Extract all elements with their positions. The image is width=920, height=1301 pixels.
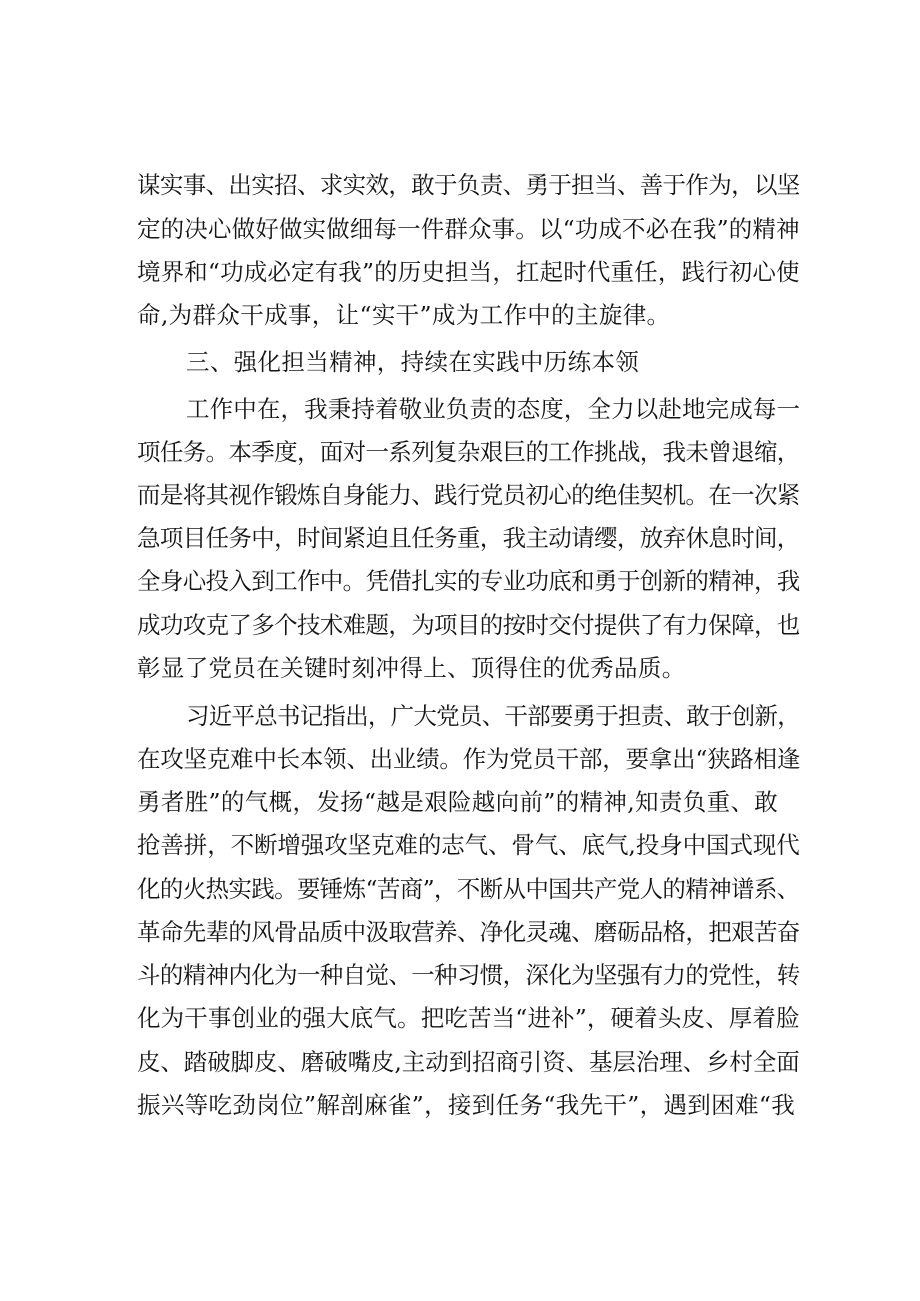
- paragraph-line: 皮、踏破脚皮、磨破嘴皮,主动到招商引资、基层治理、乡村全面: [137, 1048, 800, 1076]
- paragraph-line: 彰显了党员在关键时刻冲得上、顶得住的优秀品质。: [137, 654, 686, 682]
- paragraph-line: 而是将其视作锻炼自身能力、践行党员初心的绝佳契机。在一次紧: [137, 481, 800, 509]
- paragraph-line: 革命先辈的风骨品质中汲取营养、净化灵魂、磨砺品格，把艰苦奋: [137, 918, 800, 946]
- paragraph-line: 谋实事、出实招、求实效，敢于负责、勇于担当、善于作为，以坚: [137, 171, 800, 199]
- section-heading: 三、强化担当精神，持续在实践中历练本领: [186, 348, 640, 376]
- paragraph-line: 斗的精神内化为一种自觉、一种习惯，深化为坚强有力的党性，转: [137, 961, 800, 989]
- paragraph-line: 化的火热实践。要锤炼“苦商”，不断从中国共产党人的精神谱系、: [137, 875, 800, 903]
- paragraph-line: 成功攻克了多个技术难题，为项目的按时交付提供了有力保障，也: [137, 611, 800, 639]
- paragraph-line: 命,为群众干成事，让“实干”成为工作中的主旋律。: [137, 301, 671, 329]
- paragraph-line: 在攻坚克难中长本领、出业绩。作为党员干部，要拿出“狭路相逢: [137, 745, 801, 773]
- paragraph-line: 习近平总书记指出，广大党员、干部要勇于担责、敢于创新，: [186, 702, 800, 730]
- paragraph-line: 工作中在，我秉持着敬业负责的态度，全力以赴地完成每一: [186, 395, 801, 423]
- paragraph-line: 抢善拼，不断增强攻坚克难的志气、骨气、底气,投身中国式现代: [137, 831, 800, 859]
- paragraph-line: 化为干事创业的强大底气。把吃苦当“进补”，硬着头皮、厚着脸: [137, 1004, 800, 1032]
- paragraph-line: 急项目任务中，时间紧迫且任务重，我主动请缨，放弃休息时间，: [137, 524, 800, 552]
- paragraph-line: 勇者胜”的气概，发扬“越是艰险越向前”的精神,知责负重、敢: [137, 788, 779, 816]
- paragraph-line: 定的决心做好做实做细每一件群众事。以“功成不必在我”的精神: [137, 215, 800, 243]
- paragraph-line: 振兴等吃劲岗位”解剖麻雀”，接到任务“我先干”，遇到困难“我: [137, 1091, 796, 1119]
- paragraph-line: 境界和“功成必定有我”的历史担当，扛起时代重任，践行初心使: [137, 258, 800, 286]
- paragraph-line: 项任务。本季度，面对一系列复杂艰巨的工作挑战，我未曾退缩，: [137, 438, 800, 466]
- paragraph-line: 全身心投入到工作中。凭借扎实的专业功底和勇于创新的精神，我: [137, 567, 800, 595]
